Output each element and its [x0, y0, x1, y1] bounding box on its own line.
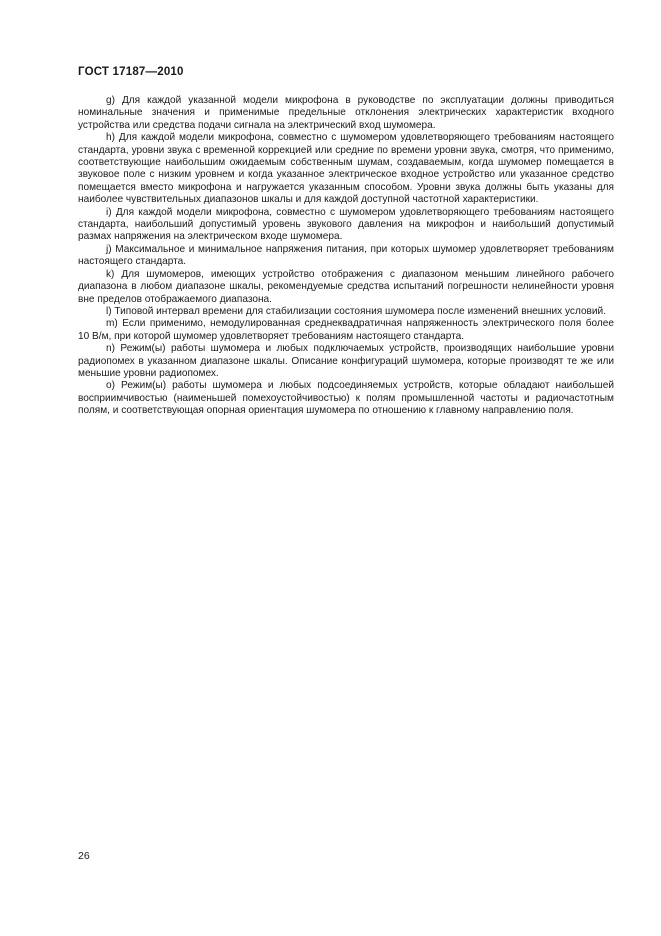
paragraph-j: j) Максимальное и минимальное напряжения питания, при которых шумомер удовлетворяет требованиям настоящего стандарта.	[78, 243, 614, 268]
paragraph-g: g) Для каждой указанной модели микрофона в руководстве по эксплуатации должны приводиться номинальные значения и применимые предельные отклонения электрических характеристик входного устройства или средства подачи сигнала на электрический вход шумомера.	[78, 95, 614, 131]
page-number: 26	[78, 850, 90, 862]
paragraph-l: l) Типовой интервал времени для стабилизации состояния шумомера после изменений внешних условий.	[106, 305, 606, 317]
paragraph-i: i) Для каждой модели микрофона, совместно с шумомером удовлетворяющего требованиям настоящего стандарта, наибольший допустимый уровень звукового давления на микрофон и наибольший допустимый размах напряжения на электрическом входе шумомера.	[78, 206, 614, 243]
document-body	[78, 95, 614, 418]
paragraph-k: k) Для шумомеров, имеющих устройство отображения с диапазоном меньшим линейного рабочего диапазона в любом диапазоне шкалы, рекомендуемые средства испытаний погрешности нелинейности уровня вне пределов отображаемого диапазона.	[78, 268, 614, 305]
paragraph-n: n) Режим(ы) работы шумомера и любых подключаемых устройств, производящих наибольшие уровни радиопомех в указанном диапазоне шкалы. Описание конфигураций шумомера, которые производят те же или меньшие уровни радиопомех.	[78, 343, 614, 379]
paragraph-m: m) Если применимо, немодулированная среднеквадратичная напряженность электрического поля более 10 В/м, при которой шумомер удовлетворяет требованиям настоящего стандарта.	[78, 318, 614, 342]
document-header: ГОСТ 17187—2010	[78, 66, 184, 78]
paragraph-o: o) Режим(ы) работы шумомера и любых подсоединяемых устройств, которые обладают наибольшей восприимчивостью (наименьшей помехоустойчивостью) к полям промышленной частоты и радиочастотным полям, и соответствующая опорная ориентация шумомера по отношению к главному направлению поля.	[78, 380, 614, 417]
paragraph-h: h) Для каждой модели микрофона, совместно с шумомером удовлетворяющего требованиям настоящего стандарта, уровни звука с временной коррекцией или средние по времени уровни звука, смотря, что применимо, соответствующие наибольшим ожидаемым собственным шумам, создаваемым, когда шумомер помещается в звуковое поле с низким уровнем и когда указанное электрическое входное устройство или указанное средство помещается вместо микрофона и нагружается указанным способом. Уровни звука должны быть указаны для наиболее чувствительных диапазонов шкалы и для каждой доступной частотной характеристики.	[78, 132, 614, 206]
